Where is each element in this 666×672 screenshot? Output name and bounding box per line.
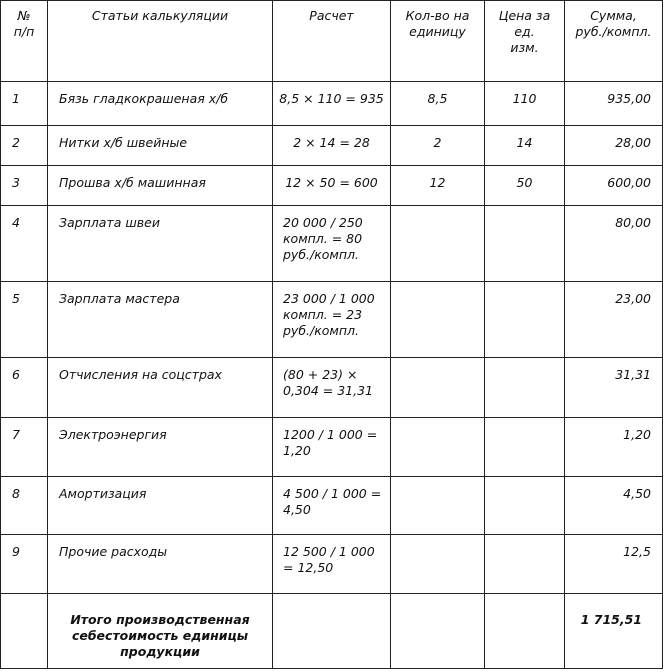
row-calc: 8,5 × 110 = 935: [273, 82, 391, 126]
row-num: 1: [1, 82, 48, 126]
row-name: Зарплата мастера: [48, 282, 273, 358]
header-price: Цена за ед. изм.: [485, 1, 565, 82]
row-num: 8: [1, 477, 48, 535]
total-num: [1, 594, 48, 669]
row-qty: [391, 282, 485, 358]
table-row: [1, 206, 663, 282]
total-row: [1, 594, 663, 669]
row-price: [485, 282, 565, 358]
table-row: [1, 166, 663, 206]
row-qty: [391, 206, 485, 282]
row-calc: 2 × 14 = 28: [273, 126, 391, 166]
header-num: № п/п: [1, 1, 48, 82]
row-name: Амортизация: [48, 477, 273, 535]
table-row: [1, 82, 663, 126]
row-price: [485, 418, 565, 477]
row-qty: [391, 358, 485, 418]
row-num: 3: [1, 166, 48, 206]
total-price: [485, 594, 565, 669]
row-num: 7: [1, 418, 48, 477]
row-name: Зарплата швеи: [48, 206, 273, 282]
row-price: 14: [485, 126, 565, 166]
row-price: [485, 206, 565, 282]
row-qty: [391, 535, 485, 594]
row-price: 50: [485, 166, 565, 206]
row-sum: 600,00: [565, 166, 663, 206]
row-sum: 12,5: [565, 535, 663, 594]
row-name: Нитки х/б швейные: [48, 126, 273, 166]
row-sum: 4,50: [565, 477, 663, 535]
row-calc: 4 500 / 1 000 = 4,50: [273, 477, 391, 535]
total-calc: [273, 594, 391, 669]
row-price: 110: [485, 82, 565, 126]
row-sum: 28,00: [565, 126, 663, 166]
row-num: 9: [1, 535, 48, 594]
row-calc: 12 × 50 = 600: [273, 166, 391, 206]
row-price: [485, 358, 565, 418]
row-calc: (80 + 23) × 0,304 = 31,31: [273, 358, 391, 418]
row-price: [485, 477, 565, 535]
table-row: [1, 477, 663, 535]
row-num: 6: [1, 358, 48, 418]
table-row: [1, 126, 663, 166]
row-calc: 12 500 / 1 000 = 12,50: [273, 535, 391, 594]
row-name: Прочие расходы: [48, 535, 273, 594]
row-qty: 12: [391, 166, 485, 206]
row-qty: [391, 418, 485, 477]
row-sum: 935,00: [565, 82, 663, 126]
row-name: Электроэнергия: [48, 418, 273, 477]
header-name: Статьи калькуляции: [48, 1, 273, 82]
total-qty: [391, 594, 485, 669]
row-num: 2: [1, 126, 48, 166]
row-name: Бязь гладкокрашеная х/б: [48, 82, 273, 126]
row-num: 5: [1, 282, 48, 358]
header-row: [1, 1, 663, 82]
row-sum: 31,31: [565, 358, 663, 418]
table-row: [1, 282, 663, 358]
header-sum: Сумма, руб./компл.: [565, 1, 663, 82]
header-calc: Расчет: [273, 1, 391, 82]
table-row: [1, 418, 663, 477]
total-sum: 1 715,51: [565, 594, 663, 669]
row-name: Прошва х/б машинная: [48, 166, 273, 206]
row-num: 4: [1, 206, 48, 282]
table-row: [1, 535, 663, 594]
row-sum: 80,00: [565, 206, 663, 282]
table-row: [1, 358, 663, 418]
row-qty: 8,5: [391, 82, 485, 126]
row-sum: 23,00: [565, 282, 663, 358]
header-qty: Кол-во на единицу: [391, 1, 485, 82]
total-label: Итого производственная себестоимость единицы продукции: [48, 594, 273, 669]
row-price: [485, 535, 565, 594]
row-name: Отчисления на соцстрах: [48, 358, 273, 418]
row-calc: 1200 / 1 000 = 1,20: [273, 418, 391, 477]
row-qty: [391, 477, 485, 535]
row-qty: 2: [391, 126, 485, 166]
row-calc: 23 000 / 1 000 компл. = 23 руб./компл.: [273, 282, 391, 358]
row-calc: 20 000 / 250 компл. = 80 руб./компл.: [273, 206, 391, 282]
row-sum: 1,20: [565, 418, 663, 477]
